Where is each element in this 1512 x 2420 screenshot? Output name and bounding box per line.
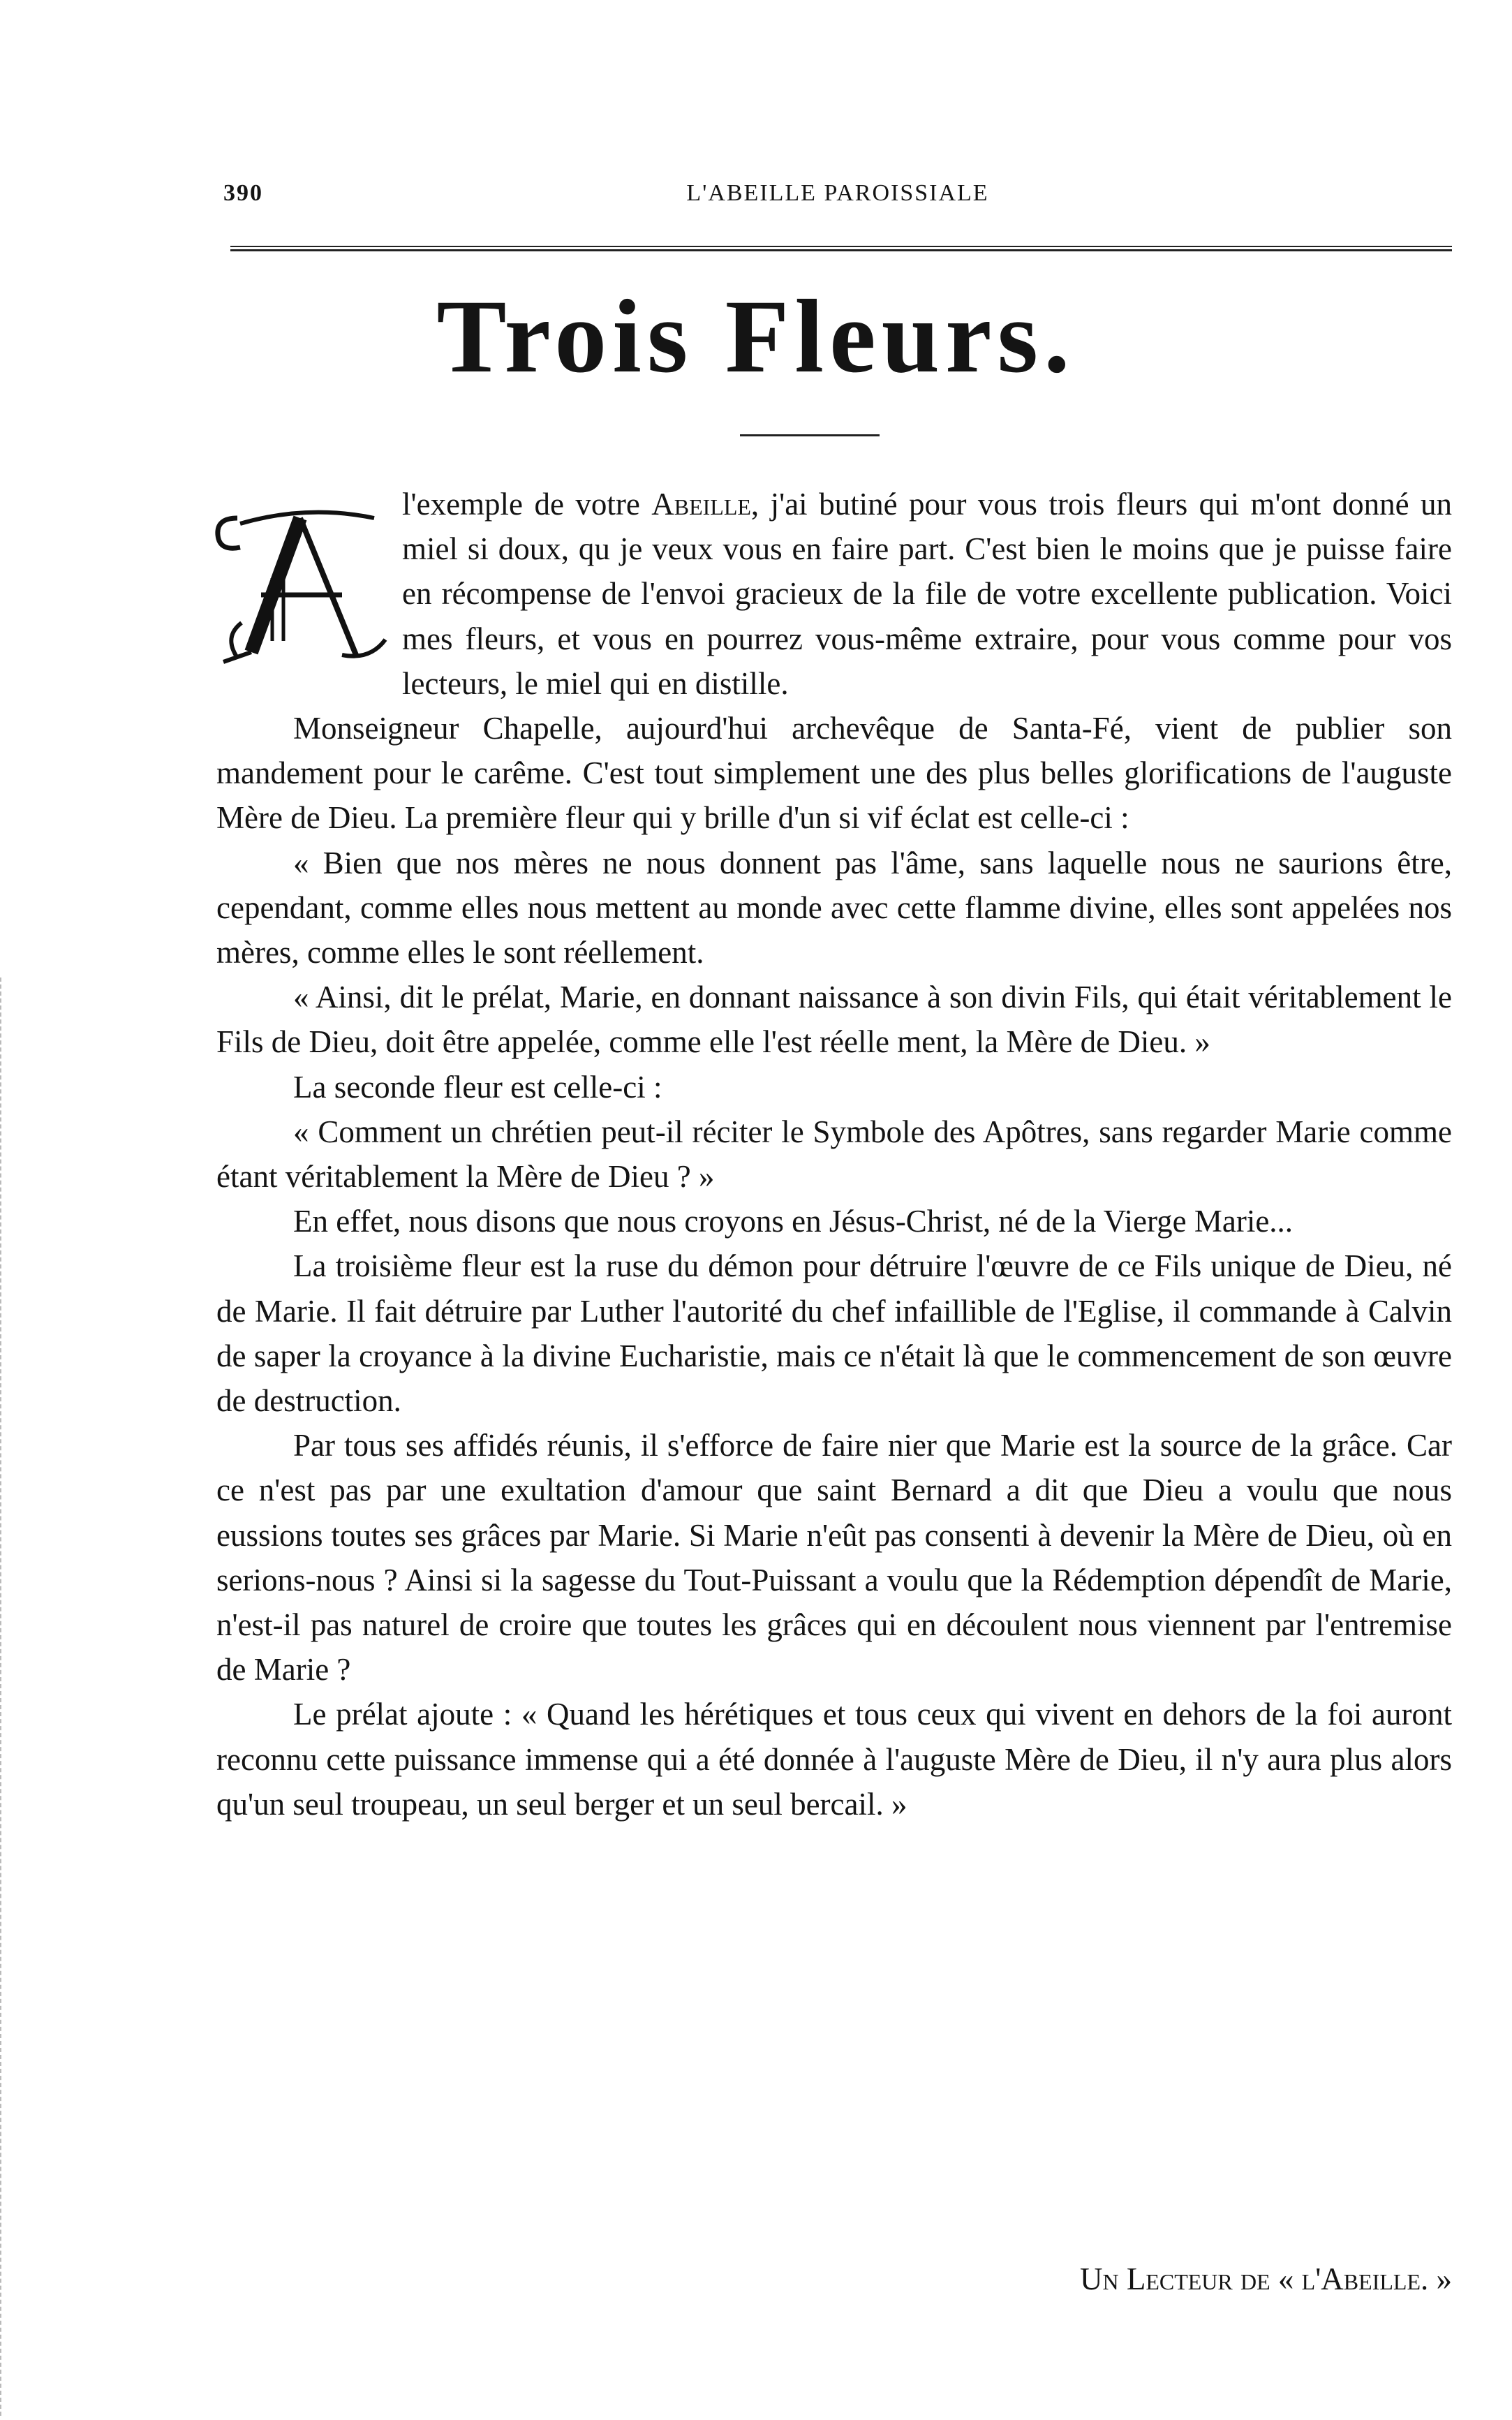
page-number: 390 [223, 180, 263, 206]
dropcap-a-icon [209, 490, 392, 672]
paragraph: La seconde fleur est celle-ci : [293, 1069, 662, 1105]
scan-margin-marks [0, 977, 22, 2416]
title-rule [740, 434, 880, 436]
intro-text-end: , j'ai butiné pour vous trois fleurs qui m'ont donné un miel si doux, qu je veux vous en faire part. C'est bien le moins que je puisse faire en récompense de l'envoi gracieux de la file de votre excellente publication. Voici mes fleurs, et vous en pourrez vous-même extraire, pour vous comme pour vos lecteurs, le miel qui en distille. [402, 487, 1452, 701]
header-rule [230, 246, 1452, 251]
paragraph: Par tous ses affidés réunis, il s'efforce de faire nier que Marie est la source de la grâce. Car ce n'est pas par une exultation d'amour que saint Bernard a dit que Dieu a voulu que nous eussions toutes ses grâces par Marie. Si Marie n'eût pas consenti à devenir la Mère de Dieu, où en serions-nous ? Ainsi si la sagesse du Tout-Puissant a voulu que la Rédemption dépendît de Marie, n'est-il pas naturel de croire que toutes les grâces qui en découlent nous viennent par l'entremise de Marie ? [216, 1428, 1452, 1688]
journal-name: Abeille [651, 487, 751, 522]
running-title: L'ABEILLE PAROISSIALE [686, 180, 989, 206]
paragraph: En effet, nous disons que nous croyons en Jésus-Christ, né de la Vierge Marie... [293, 1204, 1294, 1239]
signature: Un Lecteur de « l'Abeille. » [1079, 2262, 1452, 2296]
article-title: Trois Fleurs. [436, 279, 1076, 394]
article-body [216, 482, 1452, 1827]
paragraph: Le prélat ajoute : « Quand les hérétiques et tous ceux qui vivent en dehors de la foi auront reconnu cette puissance immense qui a été donnée à l'auguste Mère de Dieu, il n'y aura plus alors qu'un seul troupeau, un seul berger et un seul bercail. » [216, 1697, 1452, 1822]
paragraph: « Ainsi, dit le prélat, Marie, en donnant naissance à son divin Fils, qui était véritablement le Fils de Dieu, doit être appelée, comme elle l'est réelle ment, la Mère de Dieu. » [216, 980, 1452, 1060]
paragraph: « Comment un chrétien peut-il réciter le Symbole des Apôtres, sans regarder Marie comme étant véritablement la Mère de Dieu ? » [216, 1114, 1452, 1195]
intro-text-start: l'exemple de votre [402, 487, 652, 522]
dropcap-ornament [209, 490, 392, 672]
paragraph [216, 482, 1452, 706]
paragraph: La troisième fleur est la ruse du démon pour détruire l'œuvre de ce Fils unique de Dieu, né de Marie. Il fait détruire par Luther l'autorité du chef infaillible de l'Eglise, il commande à Calvin de saper la croyance à la divine Eucharistie, mais ce n'était là que le commencement de son œuvre de destruction. [216, 1248, 1452, 1419]
paragraph: Monseigneur Chapelle, aujourd'hui archevêque de Santa-Fé, vient de publier son mandement pour le carême. C'est tout simplement une des plus belles glorifications de l'auguste Mère de Dieu. La première fleur qui y brille d'un si vif éclat est celle-ci : [216, 711, 1452, 836]
paragraph: « Bien que nos mères ne nous donnent pas l'âme, sans laquelle nous ne saurions être, cependant, comme elles nous mettent au monde avec cette flamme divine, elles sont appelées nos mères, comme elles le sont réellement. [216, 845, 1452, 971]
page-header [223, 180, 1452, 222]
